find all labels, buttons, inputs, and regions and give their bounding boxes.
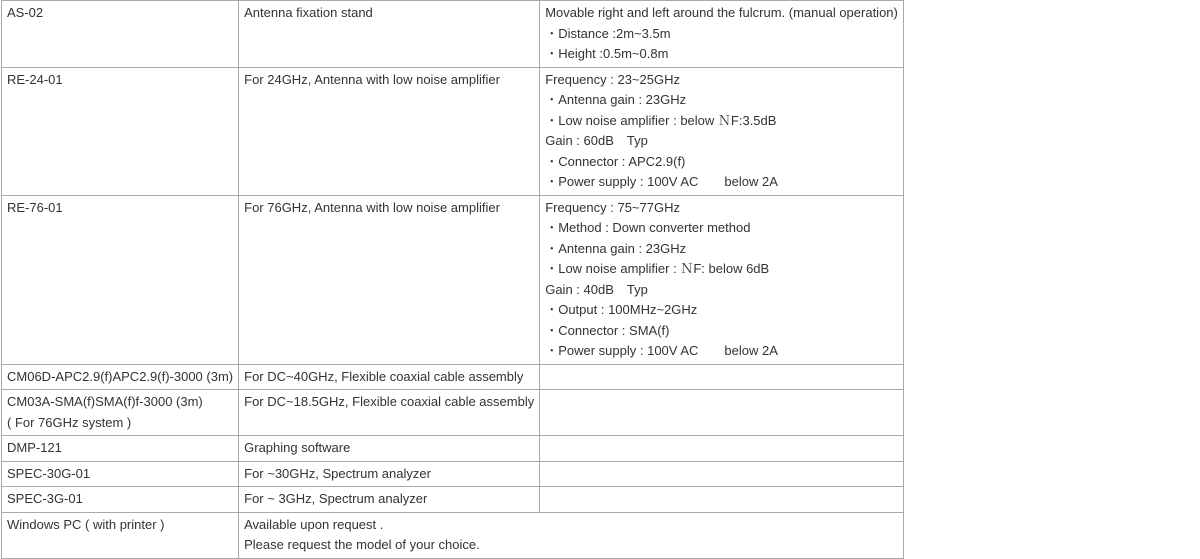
description-cell <box>239 512 904 558</box>
spec-cell-line: Frequency : 23~25GHz <box>545 71 680 87</box>
description-cell-line: For ~ 3GHz, Spectrum analyzer <box>244 491 428 506</box>
model-cell <box>2 512 239 558</box>
description-cell <box>239 487 540 513</box>
model-cell <box>2 364 239 390</box>
model-cell-line: Windows PC ( with printer ) <box>7 516 165 532</box>
spec-cell-line: Gain : 60dB Typ <box>545 133 648 148</box>
model-cell-line: AS-02 <box>7 5 44 20</box>
model-cell-line: RE-76-01 <box>7 199 63 215</box>
table-row <box>2 461 904 487</box>
spec-cell <box>540 390 904 436</box>
model-cell-line: CM03A-SMA(f)SMA(f)f-3000 (3m) <box>7 394 203 409</box>
table-row <box>2 67 904 195</box>
spec-cell-line: ・Power supply : 100V AC below 2A <box>545 343 778 358</box>
spec-cell-line: ・Antenna gain : 23GHz <box>545 240 687 256</box>
table-row <box>2 195 904 364</box>
spec-cell-line: ・Distance :2m~3.5m <box>545 25 671 41</box>
model-cell-line: CM06D-APC2.9(f)APC2.9(f)-3000 (3m) <box>7 368 234 384</box>
description-cell <box>239 195 540 364</box>
spec-cell-line: ・Low noise amplifier : below ＮF:3.5dB <box>545 112 777 128</box>
table-row <box>2 390 904 436</box>
spec-cell <box>540 67 904 195</box>
description-cell-line: For DC~18.5GHz, Flexible coaxial cable assembly <box>244 394 535 409</box>
spec-cell-line: Gain : 40dB Typ <box>545 281 648 297</box>
description-cell-line: For ~30GHz, Spectrum analyzer <box>244 465 431 481</box>
spec-cell-line: ・Connector : SMA(f) <box>545 322 670 338</box>
description-cell-line: Antenna fixation stand <box>244 5 373 20</box>
spec-cell <box>540 487 904 513</box>
model-cell <box>2 436 239 462</box>
spec-cell <box>540 1 904 68</box>
model-cell <box>2 67 239 195</box>
description-cell <box>239 67 540 195</box>
spec-cell-line: ・Power supply : 100V AC below 2A <box>545 174 778 189</box>
description-cell <box>239 364 540 390</box>
equipment-spec-table <box>1 0 904 559</box>
table-row <box>2 1 904 68</box>
model-cell <box>2 461 239 487</box>
spec-cell <box>540 195 904 364</box>
description-cell-line: For 76GHz, Antenna with low noise amplifier <box>244 199 500 215</box>
spec-cell-line: Frequency : 75~77GHz <box>545 199 680 215</box>
spec-cell-line: Movable right and left around the fulcrum. (manual operation) <box>545 5 898 20</box>
description-cell <box>239 390 540 436</box>
spec-cell <box>540 436 904 462</box>
model-cell <box>2 487 239 513</box>
spec-cell-line: ・Height :0.5m~0.8m <box>545 46 669 61</box>
description-cell <box>239 461 540 487</box>
spec-cell <box>540 364 904 390</box>
model-cell <box>2 195 239 364</box>
spec-table-body <box>2 1 904 559</box>
description-cell-line: Available upon request . <box>244 516 384 532</box>
description-cell-line: For 24GHz, Antenna with low noise amplifier <box>244 71 500 87</box>
model-cell <box>2 1 239 68</box>
model-cell-line: DMP-121 <box>7 440 62 455</box>
table-row <box>2 512 904 558</box>
description-cell <box>239 1 540 68</box>
description-cell-line: Please request the model of your choice. <box>244 537 480 552</box>
spec-cell-line: ・Antenna gain : 23GHz <box>545 92 687 107</box>
description-cell <box>239 436 540 462</box>
spec-cell-line: ・Method : Down converter method <box>545 220 751 235</box>
spec-cell <box>540 461 904 487</box>
description-cell-line: Graphing software <box>244 440 351 455</box>
model-cell-line: SPEC-30G-01 <box>7 465 91 481</box>
table-row <box>2 436 904 462</box>
model-cell-line: SPEC-3G-01 <box>7 491 83 506</box>
description-cell-line: For DC~40GHz, Flexible coaxial cable assembly <box>244 368 524 384</box>
spec-cell-line: ・Connector : APC2.9(f) <box>545 153 686 169</box>
table-row <box>2 364 904 390</box>
model-cell <box>2 390 239 436</box>
table-row <box>2 487 904 513</box>
spec-cell-line: ・Low noise amplifier : ＮF: below 6dB <box>545 261 770 276</box>
model-cell-line: ( For 76GHz system ) <box>7 414 132 430</box>
model-cell-line: RE-24-01 <box>7 71 63 87</box>
spec-cell-line: ・Output : 100MHz~2GHz <box>545 302 698 317</box>
